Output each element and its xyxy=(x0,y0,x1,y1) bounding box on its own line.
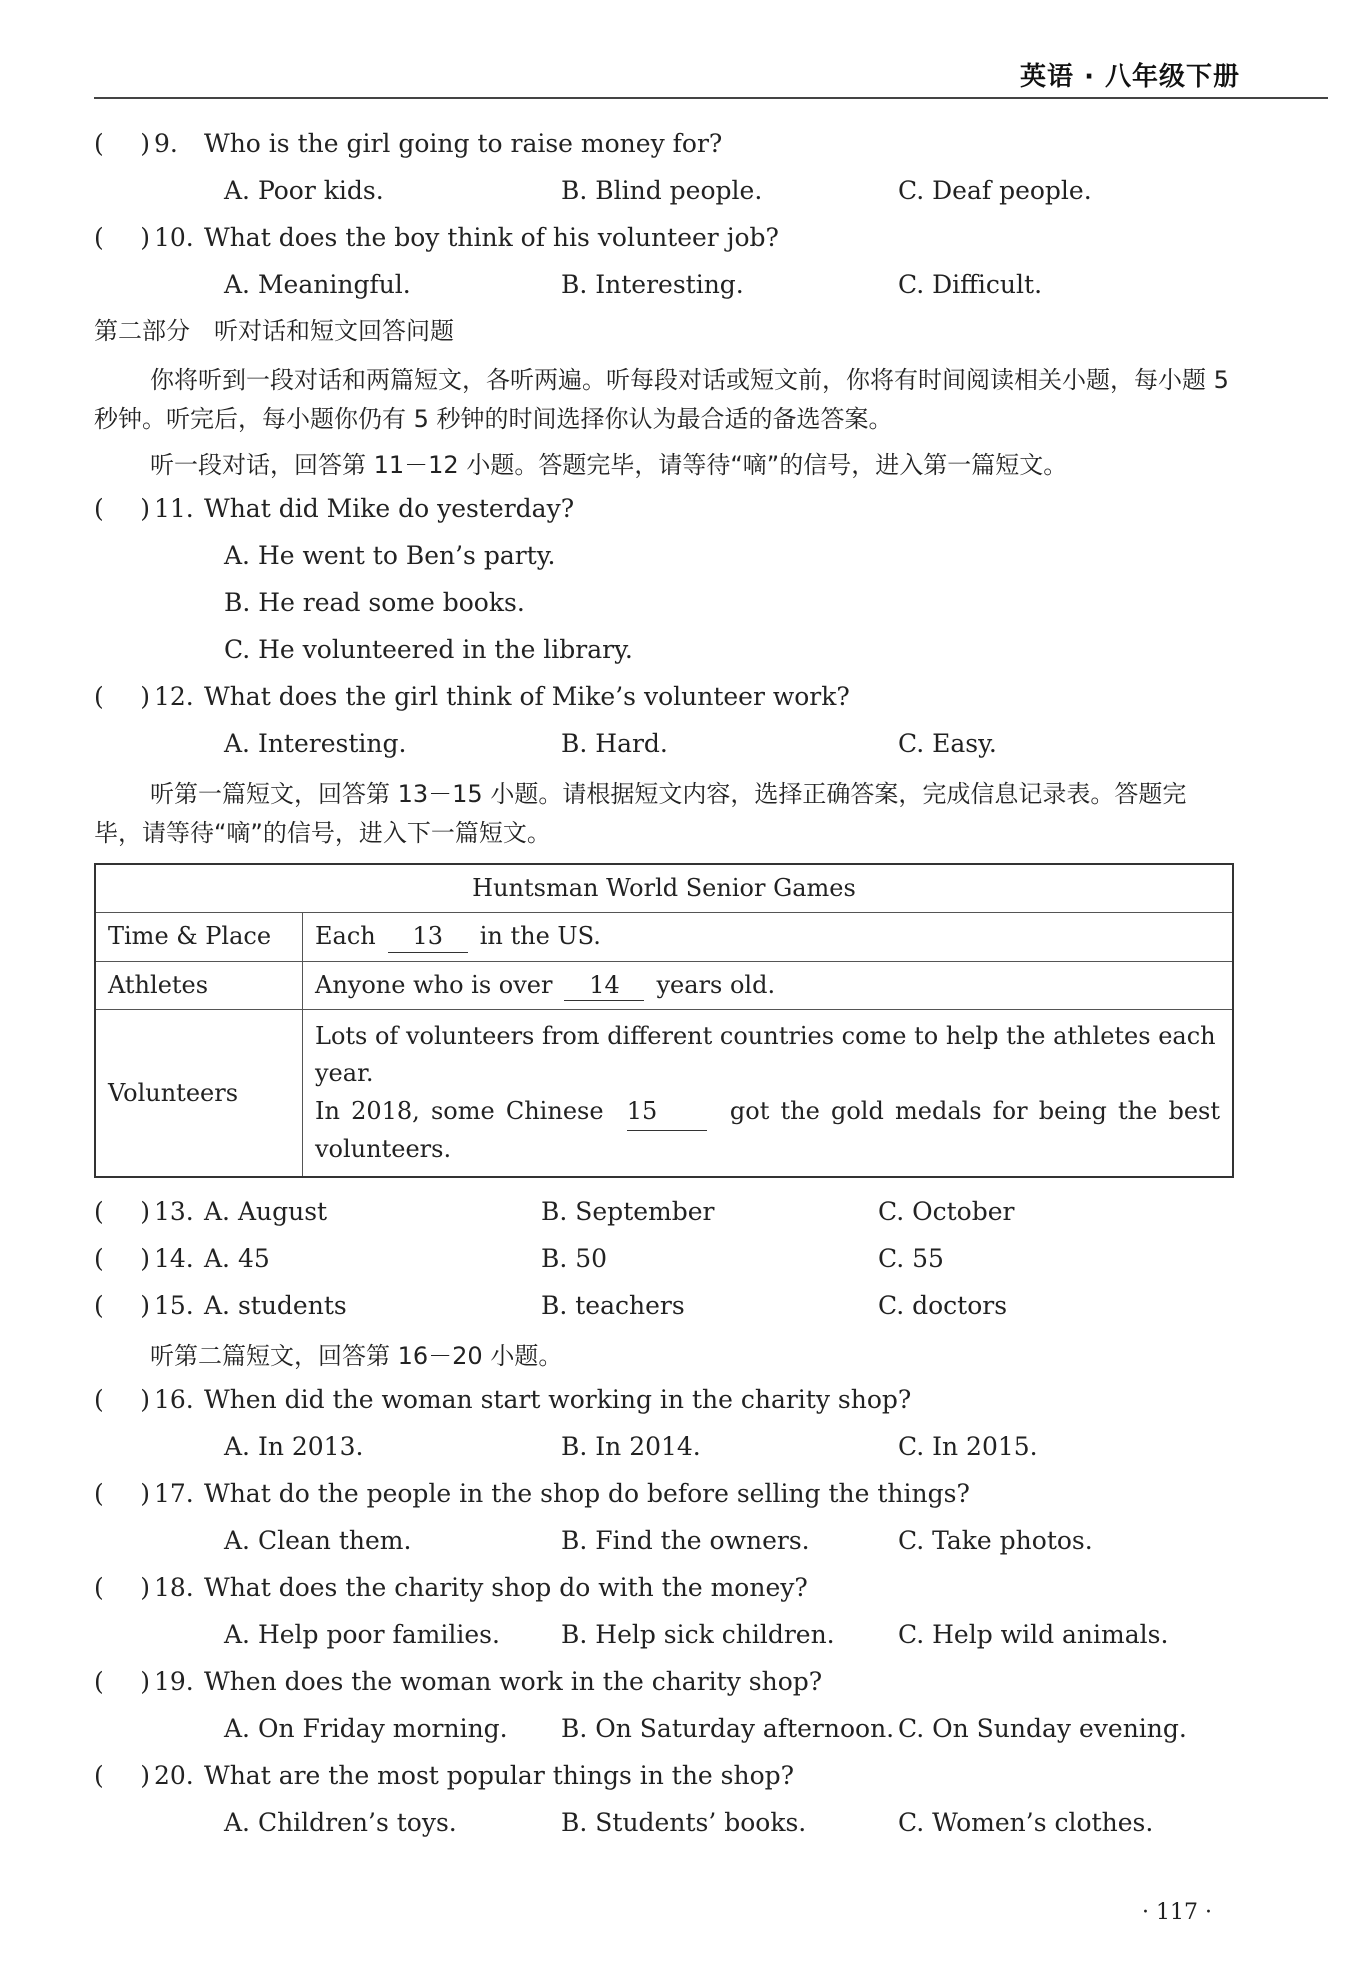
paren-close: ) xyxy=(140,1478,150,1508)
paren-open: ( xyxy=(94,1478,104,1508)
option-a: A. students xyxy=(204,1291,347,1320)
paren-open: ( xyxy=(94,1760,104,1790)
question-14 xyxy=(94,1243,1234,1275)
answer-bracket[interactable] xyxy=(94,1243,154,1275)
option-c: C. Easy. xyxy=(898,729,997,759)
option-a: A. Help poor families. xyxy=(224,1619,500,1649)
instructions: 听第二篇短文，回答第 16－20 小题。 xyxy=(150,1342,563,1370)
option-b: B. September xyxy=(541,1197,715,1226)
question-number: 19. xyxy=(154,1666,194,1696)
question-number: 11. xyxy=(154,494,194,524)
table-cell xyxy=(303,961,1234,1010)
paren-open: ( xyxy=(94,1197,104,1226)
option-b: B. On Saturday afternoon. xyxy=(561,1713,895,1743)
question-number: 13. xyxy=(154,1197,194,1226)
question-stem: What did Mike do yesterday? xyxy=(204,494,575,524)
table-cell xyxy=(303,1010,1234,1177)
question-stem: What do the people in the shop do before selling the things? xyxy=(204,1478,970,1508)
option-c: C. doctors xyxy=(878,1291,1008,1320)
answer-bracket[interactable] xyxy=(94,681,154,713)
options-11 xyxy=(94,540,1234,666)
question-number: 16. xyxy=(154,1384,194,1414)
question-16 xyxy=(94,1384,1234,1416)
option-b: B. He read some books. xyxy=(224,588,525,618)
paren-close: ) xyxy=(140,1572,150,1602)
paren-open: ( xyxy=(94,682,104,712)
question-number: 20. xyxy=(154,1760,194,1790)
instructions: 听一段对话，回答第 11－12 小题。答题完毕，请等待“嘀”的信号，进入第一篇短文。 xyxy=(150,451,1068,480)
options-10 xyxy=(94,269,1234,301)
cell-text: Lots of volunteers from different countries come to help the athletes each year. xyxy=(315,1022,1216,1088)
paren-close: ) xyxy=(140,1291,150,1320)
option-b: B. Help sick children. xyxy=(561,1619,835,1649)
question-stem: What does the girl think of Mike’s volunteer work? xyxy=(204,682,850,712)
option-b: B. Hard. xyxy=(561,729,668,759)
question-stem: When does the woman work in the charity shop? xyxy=(204,1666,823,1696)
options-20 xyxy=(94,1807,1234,1839)
option-a: A. Meaningful. xyxy=(224,270,411,299)
question-number: 14. xyxy=(154,1244,194,1273)
question-12 xyxy=(94,681,1234,713)
option-c: C. He volunteered in the library. xyxy=(224,635,633,665)
question-9 xyxy=(94,128,1234,160)
option-b: B. Interesting. xyxy=(561,270,744,299)
instructions: 你将听到一段对话和两篇短文，各听两遍。听每段对话或短文前，你将有时间阅读相关小题，每小题 5 秒钟。听完后，每小题你仍有 5 秒钟的时间选择你认为最合适的备选答案。 xyxy=(94,365,1229,433)
question-19 xyxy=(94,1666,1234,1698)
cell-text: In 2018, some Chinese xyxy=(315,1096,604,1125)
cell-text: got the gold medals for being the best xyxy=(729,1096,1220,1125)
table-row xyxy=(95,912,1233,961)
answer-bracket[interactable] xyxy=(94,1290,154,1322)
question-18 xyxy=(94,1572,1234,1604)
option-a: A. In 2013. xyxy=(224,1431,364,1461)
option-b: B. 50 xyxy=(541,1244,608,1273)
question-stem: Who is the girl going to raise money for? xyxy=(204,129,723,158)
option-b: B. teachers xyxy=(541,1291,685,1320)
question-number: 9. xyxy=(154,129,178,158)
paren-close: ) xyxy=(140,1244,150,1273)
option-c: C. Women’s clothes. xyxy=(898,1807,1154,1837)
header-divider xyxy=(94,97,1328,99)
instructions: 听第一篇短文，回答第 13－15 小题。请根据短文内容，选择正确答案，完成信息记录表。答题完毕，请等待“嘀”的信号，进入下一篇短文。 xyxy=(94,780,1187,848)
answer-bracket[interactable] xyxy=(94,1666,154,1698)
blank-15[interactable]: 15 xyxy=(627,1093,707,1131)
paren-close: ) xyxy=(140,682,150,712)
table-label: Time & Place xyxy=(95,912,303,961)
answer-bracket[interactable] xyxy=(94,222,154,254)
paren-close: ) xyxy=(140,223,150,252)
question-stem: What does the boy think of his volunteer job? xyxy=(204,223,779,252)
question-number: 12. xyxy=(154,682,194,712)
paren-open: ( xyxy=(94,1384,104,1414)
info-table xyxy=(94,863,1234,1178)
paren-open: ( xyxy=(94,1572,104,1602)
option-c: C. Help wild animals. xyxy=(898,1619,1169,1649)
header-title: 英语 · 八年级下册 xyxy=(1020,62,1240,92)
paren-close: ) xyxy=(140,1384,150,1414)
answer-bracket[interactable] xyxy=(94,1196,154,1228)
answer-bracket[interactable] xyxy=(94,128,154,160)
section-title: 第二部分 听对话和短文回答问题 xyxy=(94,317,454,345)
option-c: C. Take photos. xyxy=(898,1525,1093,1555)
paren-open: ( xyxy=(94,223,104,252)
option-b: B. Find the owners. xyxy=(561,1525,810,1555)
options-12 xyxy=(94,728,1234,760)
answer-bracket[interactable] xyxy=(94,493,154,525)
question-20 xyxy=(94,1760,1234,1792)
option-c: C. Difficult. xyxy=(898,270,1043,299)
cell-text: Anyone who is over xyxy=(315,970,553,999)
question-number: 10. xyxy=(154,223,194,252)
options-19 xyxy=(94,1713,1234,1745)
question-number: 15. xyxy=(154,1291,194,1320)
question-stem: What does the charity shop do with the money? xyxy=(204,1572,808,1602)
options-17 xyxy=(94,1525,1234,1557)
paren-open: ( xyxy=(94,129,104,158)
table-row xyxy=(95,1010,1233,1177)
paren-open: ( xyxy=(94,1244,104,1273)
option-c: C. October xyxy=(878,1197,1015,1226)
cell-text: years old. xyxy=(656,970,776,999)
option-c: C. Deaf people. xyxy=(898,176,1092,205)
option-a: A. Interesting. xyxy=(224,729,407,759)
question-11 xyxy=(94,493,1234,525)
question-10 xyxy=(94,222,1234,254)
question-stem: What are the most popular things in the shop? xyxy=(204,1760,795,1790)
cell-line xyxy=(315,1093,1220,1131)
blank-13[interactable]: 13 xyxy=(388,921,468,953)
option-c: C. 55 xyxy=(878,1244,944,1273)
option-a: A. August xyxy=(204,1197,328,1226)
option-a: A. Poor kids. xyxy=(224,176,384,205)
question-13 xyxy=(94,1196,1234,1228)
option-c: C. On Sunday evening. xyxy=(898,1713,1187,1743)
cell-text: in the US. xyxy=(479,921,601,950)
blank-14[interactable]: 14 xyxy=(564,970,644,1002)
option-a: A. 45 xyxy=(204,1244,270,1273)
paren-close: ) xyxy=(140,1666,150,1696)
options-18 xyxy=(94,1619,1234,1651)
table-row xyxy=(95,961,1233,1010)
answer-bracket[interactable] xyxy=(94,1384,154,1416)
options-9 xyxy=(94,175,1234,207)
cell-text: Each xyxy=(315,921,376,950)
paren-open: ( xyxy=(94,1291,104,1320)
page-number: · 117 · xyxy=(1142,1900,1212,1925)
paren-close: ) xyxy=(140,1197,150,1226)
question-number: 17. xyxy=(154,1478,194,1508)
table-label: Volunteers xyxy=(95,1010,303,1177)
answer-bracket[interactable] xyxy=(94,1478,154,1510)
option-b: B. In 2014. xyxy=(561,1431,701,1461)
cell-text: volunteers. xyxy=(315,1134,452,1163)
option-a: A. He went to Ben’s party. xyxy=(224,541,556,571)
question-number: 18. xyxy=(154,1572,194,1602)
paren-close: ) xyxy=(140,494,150,524)
paren-close: ) xyxy=(140,1760,150,1790)
worksheet-content xyxy=(94,128,1234,1854)
option-b: B. Blind people. xyxy=(561,176,763,205)
question-17 xyxy=(94,1478,1234,1510)
options-16 xyxy=(94,1431,1234,1463)
paren-open: ( xyxy=(94,1666,104,1696)
option-a: A. On Friday morning. xyxy=(224,1713,508,1743)
question-stem: When did the woman start working in the charity shop? xyxy=(204,1384,912,1414)
question-15 xyxy=(94,1290,1234,1322)
option-a: A. Clean them. xyxy=(224,1525,412,1555)
answer-bracket[interactable] xyxy=(94,1572,154,1604)
table-label: Athletes xyxy=(95,961,303,1010)
table-cell xyxy=(303,912,1234,961)
option-a: A. Children’s toys. xyxy=(224,1807,457,1837)
option-c: C. In 2015. xyxy=(898,1431,1038,1461)
table-title: Huntsman World Senior Games xyxy=(95,864,1233,912)
option-b: B. Students’ books. xyxy=(561,1807,807,1837)
paren-open: ( xyxy=(94,494,104,524)
answer-bracket[interactable] xyxy=(94,1760,154,1792)
paren-close: ) xyxy=(140,129,150,158)
